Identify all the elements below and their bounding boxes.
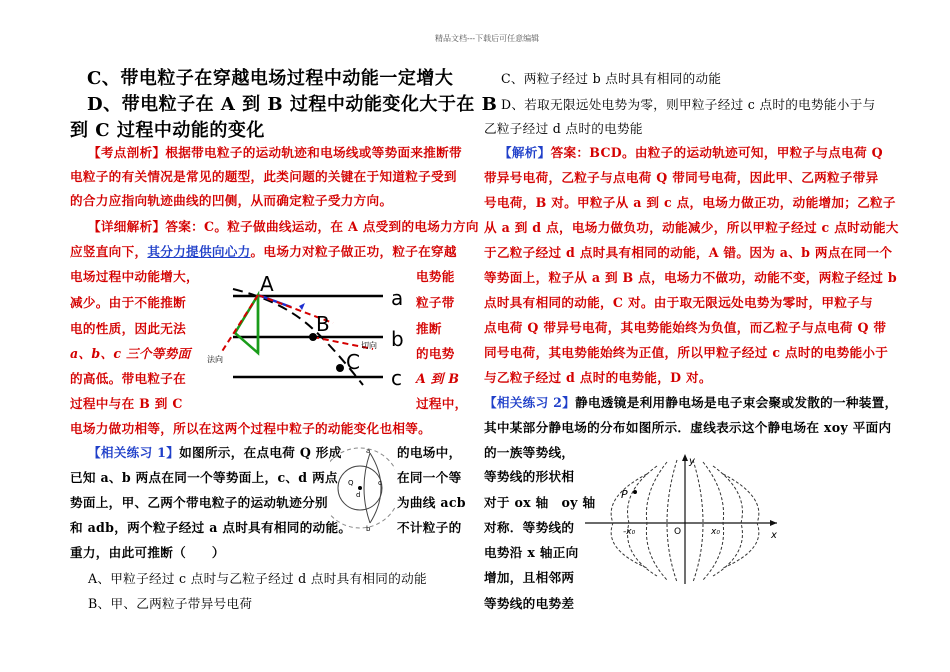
option-a-left: A、甲粒子经过 c 点时与乙粒子经过 d 点时具有相同的动能: [88, 571, 427, 586]
option-c-right: C、两粒子经过 b 点时具有相同的动能: [501, 71, 722, 86]
lianxi1-line4: 和 adb，两个粒子经过 a 点时具有相同的动能。: [70, 520, 352, 535]
label-a-point: A: [260, 272, 274, 296]
jiexi-text1: 答案：C。粒子做曲线运动，在 A 点受到的电场力方向: [165, 219, 479, 234]
lianxi2-line9: 等势线的电势差: [484, 596, 575, 611]
label-c: c: [378, 479, 382, 487]
label-c-line: c: [391, 366, 402, 390]
label-q: Q: [348, 479, 354, 487]
lianxi1-line5: 重力，由此可推断（ ）: [70, 545, 225, 560]
lianxi1-line4-right: 不计粒子的: [397, 520, 462, 535]
lianxi2-line4: 等势线的形状相: [484, 469, 575, 484]
jiexi-text2a: 应竖直向下，: [70, 244, 148, 259]
label-a-line: a: [391, 286, 404, 310]
jiexi2-line1: [499, 142, 883, 161]
lianxi2-line3: 的一族等势线，: [484, 445, 575, 460]
lianxi1-tag: 【相关练习 1】: [88, 445, 180, 460]
jiexi-line8: 过程中与在 B 到 C: [70, 396, 183, 411]
label-p: P: [621, 488, 628, 501]
jiexi-line2: [70, 241, 457, 260]
jiexi2-line10: 与乙粒子经过 d 点时的电势能，D 对。: [484, 370, 712, 385]
normal-line: [221, 295, 258, 353]
jiexi-line9: 电场力做功相等，所以在这两个过程中粒子的动能变化也相等。: [70, 421, 432, 436]
label-c-point: C: [346, 350, 360, 374]
lianxi1-line2-right: 在同一个等: [397, 470, 462, 485]
lianxi2-line8: 增加，且相邻两: [484, 570, 575, 585]
outer-equipotential: [330, 448, 395, 528]
trajectory-adb: [364, 453, 370, 523]
jiexi-line5-right: 推断: [416, 321, 442, 336]
charge-q-dot: [358, 486, 362, 490]
jiexi-line7: 的高低。带电粒子在: [70, 371, 187, 386]
label-x: x: [771, 530, 777, 541]
jiexi2-line4: 从 a 到 d 点，电场力做负功，动能减少，所以甲粒子经过 c 点时动能大: [484, 220, 899, 235]
jiexi-line3-right: 电势能: [416, 269, 455, 284]
lianxi1-text1: 如图所示，在点电荷 Q 形成: [179, 445, 342, 460]
lianxi2-line1: [484, 392, 897, 411]
jiexi-tag: 【详细解析】: [88, 219, 166, 234]
jiexi-line7-right: A 到 B: [416, 371, 460, 386]
kaodian-line2: 电粒子的有关情况是常见的题型，此类问题的关键在于知道粒子受到: [70, 169, 457, 184]
label-minus-x0: -x₀: [623, 527, 636, 537]
lianxi1-line1-right: 的电场中，: [397, 445, 462, 460]
jiexi2-line5: 于乙粒子经过 d 点时具有相同的动能，A 错。因为 a、b 两点在同一个: [484, 245, 893, 260]
kaodian-text1: 根据带电粒子的运动轨迹和电场线或等势面来推断带: [165, 145, 462, 160]
trajectory-figure: [203, 265, 413, 390]
label-b-line: b: [391, 327, 404, 351]
label-d: d: [356, 491, 361, 499]
lianxi2-line2: 其中某部分静电场的分布如图所示．虚线表示这个静电场在 xoy 平面内: [484, 420, 892, 435]
jiexi-text2b: 其分力提供向心力: [147, 244, 251, 259]
jiexi2-line7: 点时具有相同的动能，C 对。由于取无限远处电势为零时，甲粒子与: [484, 295, 873, 310]
jiexi-text2c: 。电场力对粒子做正功，粒子在穿越: [250, 244, 457, 259]
jiexi2-text1: 答案：BCD。由粒子的运动轨迹可知，甲粒子与点电荷 Q: [550, 145, 883, 160]
trajectory-acb: [370, 453, 381, 523]
jiexi-line6-right: 的电势: [416, 346, 455, 361]
option-d-right-line1: D、若取无限远处电势为零，则甲粒子经过 c 点时的电势能小于与: [501, 97, 876, 112]
label-tangent: 切向: [361, 341, 377, 350]
kaodian-tag: 【考点剖析】: [88, 145, 166, 160]
label-normal: 法向: [207, 355, 223, 364]
lianxi1-line2: 已知 a、b 两点在同一个等势面上，c、d 两点: [70, 470, 338, 485]
page-header: 精品文档---下载后可任意编辑: [435, 34, 540, 43]
jiexi-line1: [88, 216, 479, 235]
y-axis-arrow: [682, 454, 688, 461]
jiexi-line6: a、b、c 三个等势面: [70, 346, 191, 361]
jiexi2-line8: 点电荷 Q 带异号电荷，其电势能始终为负值，而乙粒子与点电荷 Q 带: [484, 320, 887, 335]
lianxi1-line3-right: 为曲线 acb: [397, 495, 466, 510]
point-p-dot: [633, 490, 637, 494]
point-c-dot: [336, 364, 344, 372]
lianxi2-line6: 对称．等势线的: [484, 520, 575, 535]
jiexi2-tag: 【解析】: [499, 145, 551, 160]
lianxi2-line5: 对于 ox 轴 oy 轴: [484, 495, 596, 510]
kaodian-line3: 的合力应指向轨迹曲线的凹侧，从而确定粒子受力方向。: [70, 193, 393, 208]
jiexi2-line2: 带异号电荷，乙粒子与点电荷 Q 带同号电荷，因此甲、乙两粒子带异: [484, 170, 879, 185]
electrostatic-lens-figure: [585, 452, 785, 587]
lianxi2-line7: 电势沿 x 轴正向: [484, 545, 579, 560]
label-x0: x₀: [711, 527, 720, 537]
option-b-left: B、甲、乙两粒子带异号电荷: [88, 596, 253, 611]
label-b-point: B: [316, 312, 330, 336]
option-d-left-line2: 到 C 过程中动能的变化: [70, 120, 265, 141]
kaodian-line1: [88, 142, 462, 161]
label-y: y: [689, 456, 695, 467]
lianxi1-line1: [88, 442, 342, 461]
velocity-arrowhead: [299, 303, 305, 310]
label-b: b: [366, 525, 371, 533]
jiexi-line5: 电的性质，因此无法: [70, 321, 187, 336]
x-axis-arrow: [770, 520, 777, 526]
option-c-left: C、带电粒子在穿越电场过程中动能一定增大: [87, 68, 454, 89]
label-a: a: [366, 447, 371, 455]
jiexi2-line3: 号电荷，B 对。甲粒子从 a 到 c 点，电场力做正功，动能增加；乙粒子: [484, 195, 896, 210]
lianxi2-text1: 静电透镜是利用静电场是电子束会聚或发散的一种装置，: [575, 395, 898, 410]
point-charge-figure: [330, 443, 395, 535]
option-d-left-line1: D、带电粒子在 A 到 B 过程中动能变化大于在 B: [87, 94, 498, 115]
jiexi-line8-right: 过程中，: [416, 396, 468, 411]
label-origin: O: [674, 527, 682, 537]
jiexi-line4-right: 粒子带: [416, 295, 455, 310]
option-d-right-line2: 乙粒子经过 d 点时的电势能: [484, 121, 643, 136]
jiexi-line4: 减少。由于不能推断: [70, 295, 187, 310]
jiexi2-line6: 等势面上，粒子从 a 到 B 点，电场力不做功，动能不变，两粒子经过 b: [484, 270, 897, 285]
jiexi2-line9: 同号电荷，其电势能始终为正值，所以甲粒子经过 c 点时的电势能小于: [484, 345, 889, 360]
jiexi-line3: 电场过程中动能增大，: [70, 269, 199, 284]
lianxi2-tag: 【相关练习 2】: [484, 395, 576, 410]
lianxi1-line3: 势面上，甲、乙两个带电粒子的运动轨迹分别: [70, 495, 328, 510]
